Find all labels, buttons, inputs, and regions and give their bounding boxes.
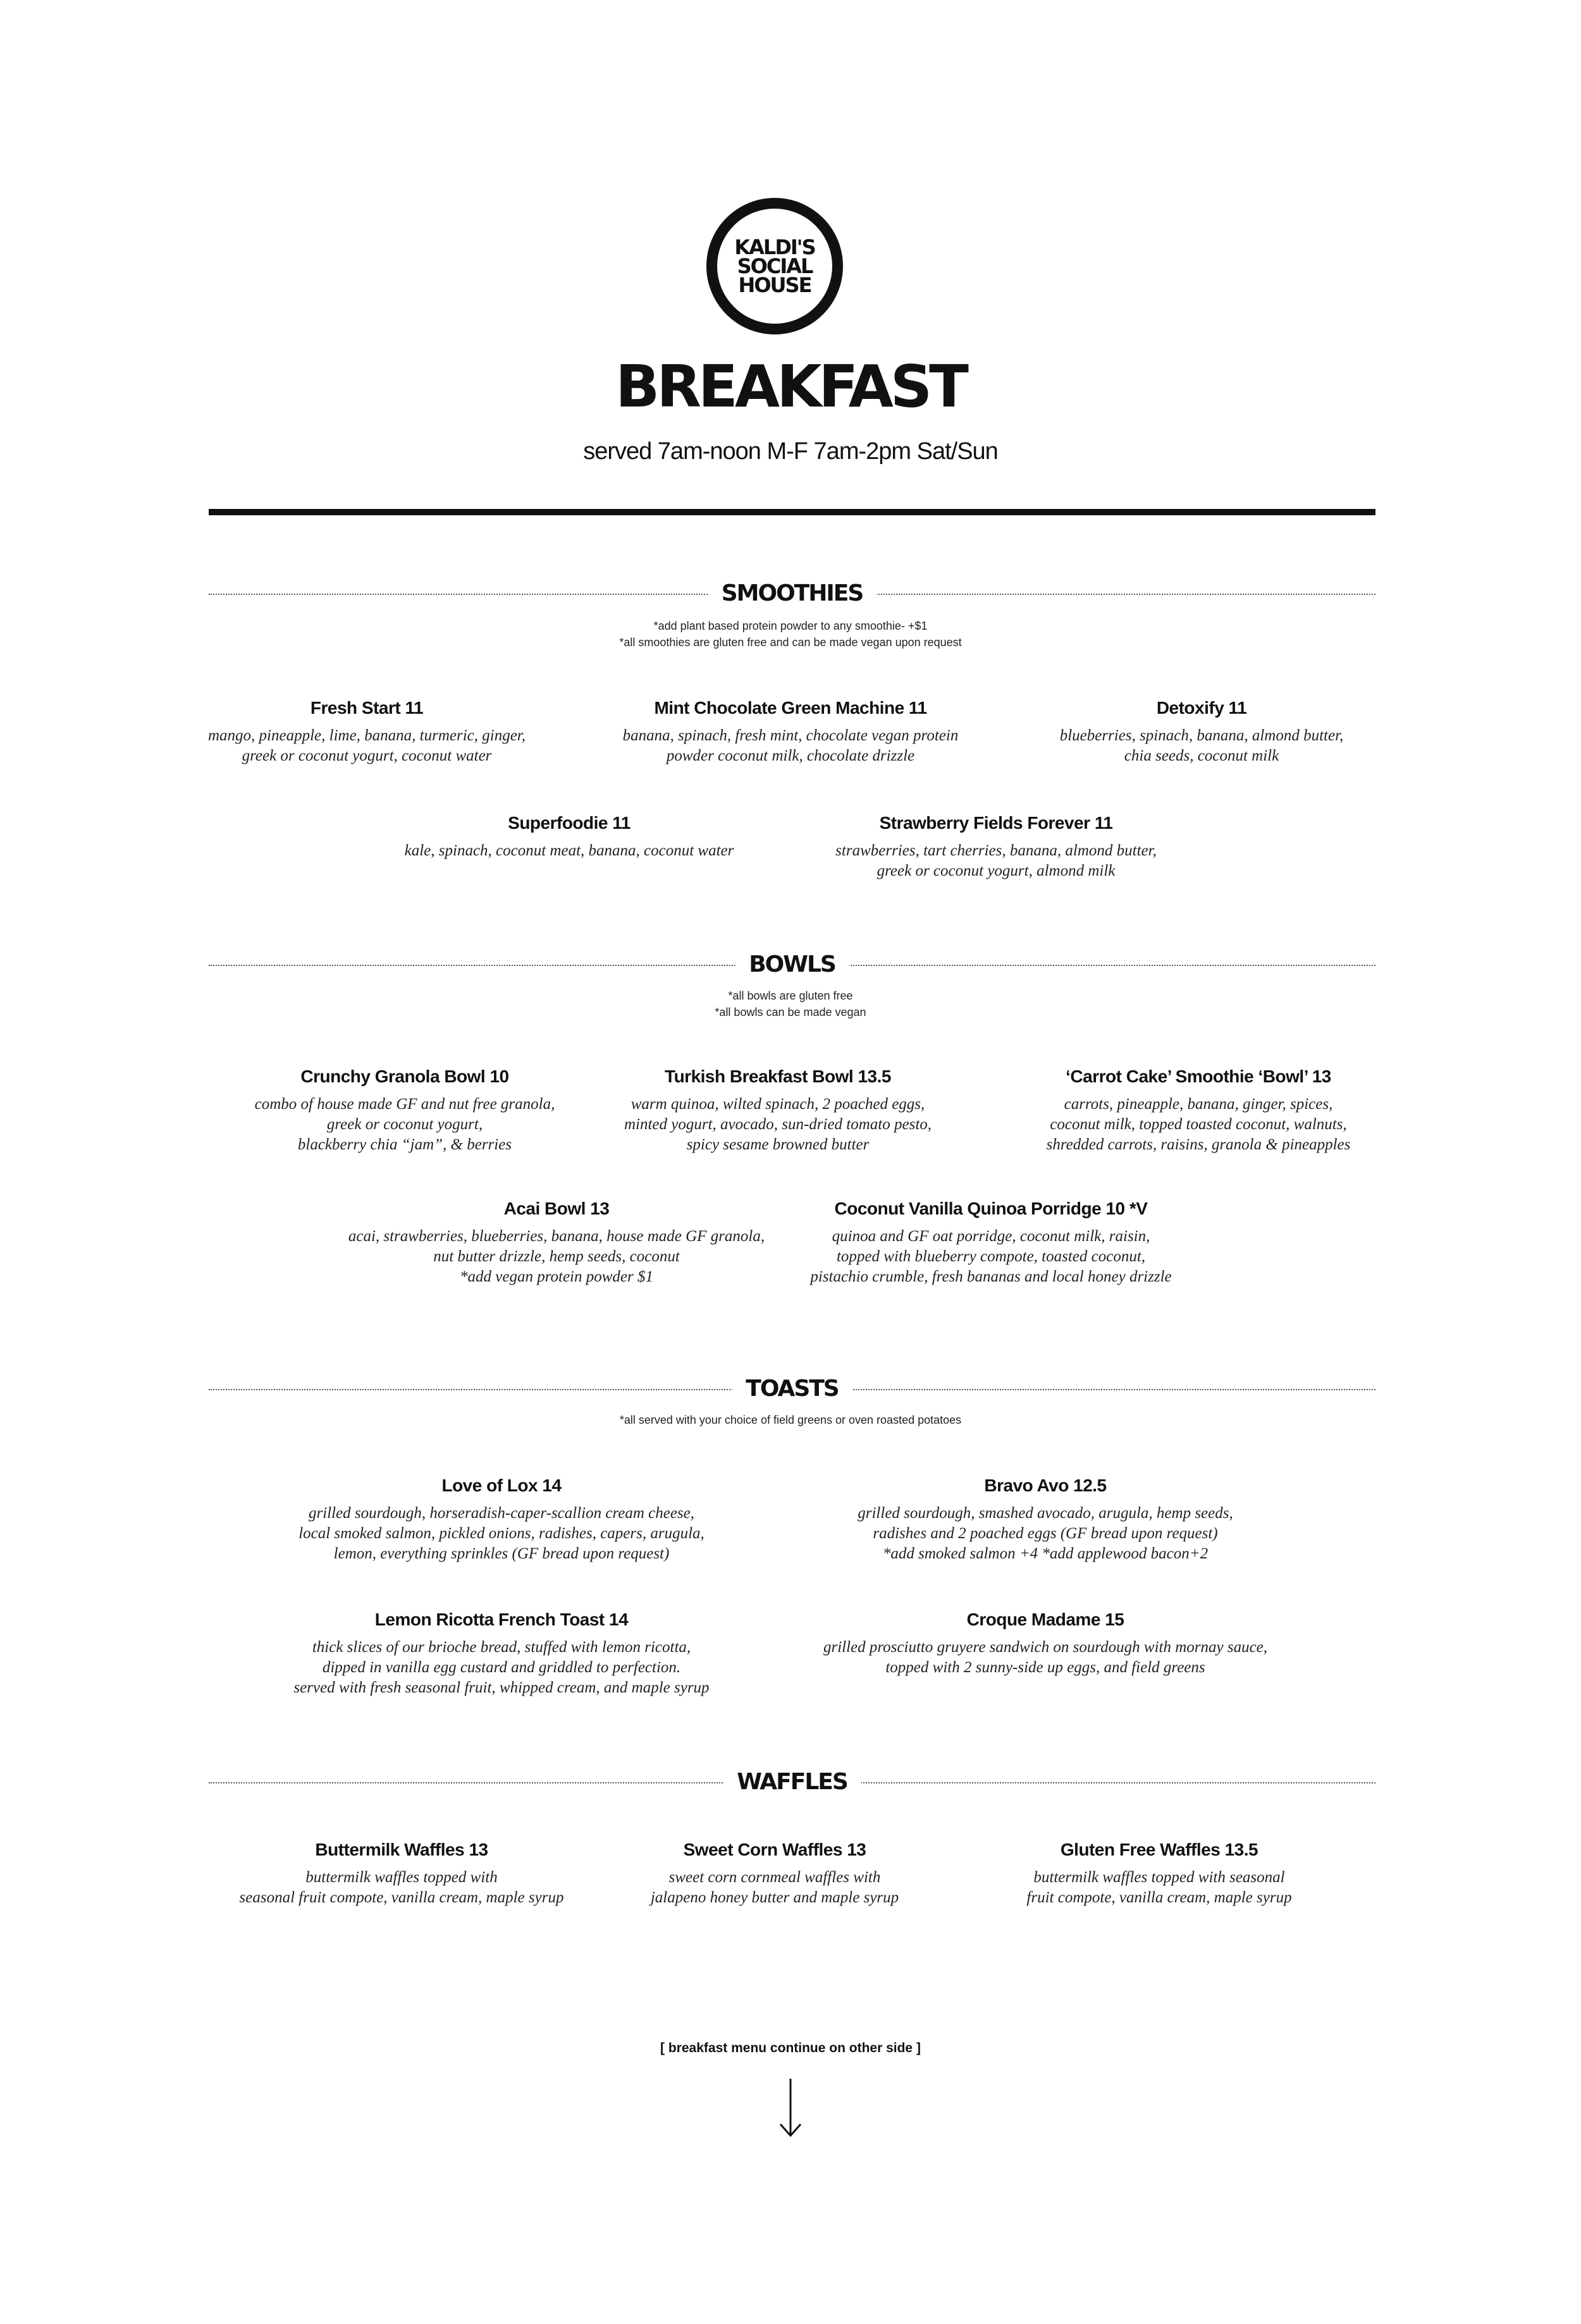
page-title: BREAKFAST <box>615 353 966 420</box>
header-divider <box>209 509 1375 515</box>
menu-item <box>756 810 1236 881</box>
section-title: SMOOTHIES <box>708 575 877 612</box>
menu-item <box>550 695 1031 766</box>
section-header-bowls <box>209 946 1375 984</box>
item-name: Superfoodie 11 <box>508 813 631 833</box>
item-name: Fresh Start 11 <box>310 698 424 718</box>
section-note: *all smoothies are gluten free and can be made vegan upon request <box>619 636 962 649</box>
item-description: strawberries, tart cherries, banana, almond butter, greek or coconut yogurt, almond milk <box>835 842 1157 879</box>
menu-item <box>261 1473 742 1564</box>
item-name: Gluten Free Waffles 13.5 <box>1060 1840 1258 1859</box>
logo-line: HOUSE <box>738 273 811 297</box>
item-name: Sweet Corn Waffles 13 <box>683 1840 866 1859</box>
item-name: Acai Bowl 13 <box>503 1199 610 1218</box>
item-name: Coconut Vanilla Quinoa Porridge 10 *V <box>834 1199 1148 1218</box>
arrow-down-icon <box>759 2074 822 2143</box>
section-note: *all bowls can be made vegan <box>715 1006 866 1018</box>
item-description: quinoa and GF oat porridge, coconut milk, raisin, topped with blueberry compote, toasted coconut, pistachio crumble, fresh bananas and local honey drizzle <box>810 1228 1172 1285</box>
item-description: banana, spinach, fresh mint, chocolate vegan protein powder coconut milk, chocolate drizzle <box>622 727 959 764</box>
menu-item <box>261 1607 742 1698</box>
logo-line: SOCIAL <box>737 254 813 278</box>
menu-item <box>126 695 607 766</box>
item-name: ‘Carrot Cake’ Smoothie ‘Bowl’ 13 <box>1066 1067 1331 1086</box>
item-description: kale, spinach, coconut meat, banana, coconut water <box>404 842 734 859</box>
kaldis-logo <box>706 198 843 334</box>
item-description: grilled sourdough, horseradish-caper-scallion cream cheese, local smoked salmon, pickled onions, radishes, capers, arugula, lemon, everything sprinkles (GF bread upon request) <box>298 1505 704 1562</box>
item-description: acai, strawberries, blueberries, banana, house made GF granola, nut butter drizzle, hemp seeds, coconut *add vegan protein powder $1 <box>348 1228 765 1285</box>
item-description: mango, pineapple, lime, banana, turmeric, ginger, greek or coconut yogurt, coconut water <box>207 727 526 764</box>
service-hours: served 7am-noon M-F 7am-2pm Sat/Sun <box>583 438 998 465</box>
menu-item <box>316 1196 797 1287</box>
item-description: blueberries, spinach, banana, almond butter, chia seeds, coconut milk <box>1059 727 1344 764</box>
item-name: Lemon Ricotta French Toast 14 <box>374 1610 629 1629</box>
item-description: sweet corn cornmeal waffles with jalapeno honey butter and maple syrup <box>650 1869 899 1906</box>
item-name: Love of Lox 14 <box>441 1476 562 1495</box>
item-description: thick slices of our brioche bread, stuffed with lemon ricotta, dipped in vanilla egg custard and griddled to perfection. served with fresh seasonal fruit, whipped cream, and maple syrup <box>293 1639 710 1696</box>
section-header-toasts <box>209 1371 1375 1409</box>
logo-line: KALDI'S <box>734 235 815 259</box>
section-note: *all served with your choice of field greens or oven roasted potatoes <box>619 1414 962 1426</box>
section-header-smoothies <box>209 575 1375 613</box>
item-name: Buttermilk Waffles 13 <box>315 1840 488 1859</box>
section-note: *all bowls are gluten free <box>728 989 853 1002</box>
item-name: Strawberry Fields Forever 11 <box>879 813 1113 833</box>
menu-item <box>751 1196 1231 1287</box>
menu-item <box>958 1064 1439 1155</box>
section-header-waffles <box>209 1764 1375 1802</box>
item-description: warm quinoa, wilted spinach, 2 poached eggs, minted yogurt, avocado, sun-dried tomato pesto, spicy sesame browned butter <box>624 1096 932 1153</box>
menu-item <box>538 1064 1018 1155</box>
section-title: WAFFLES <box>723 1764 861 1801</box>
continue-note: [ breakfast menu continue on other side ] <box>660 2041 921 2055</box>
item-name: Mint Chocolate Green Machine 11 <box>654 698 927 718</box>
item-description: buttermilk waffles topped with seasonal fruit compote, vanilla cream, maple syrup <box>1026 1869 1292 1906</box>
item-description: grilled sourdough, smashed avocado, arugula, hemp seeds, radishes and 2 poached eggs (GF bread upon request) *add smoked salmon +4 *add applewood bacon+2 <box>858 1505 1233 1562</box>
item-description: grilled prosciutto gruyere sandwich on sourdough with mornay sauce, topped with 2 sunny-side up eggs, and field greens <box>823 1639 1268 1676</box>
section-title: TOASTS <box>732 1371 852 1407</box>
item-description: carrots, pineapple, banana, ginger, spices, coconut milk, topped toasted coconut, walnuts, shredded carrots, raisins, granola & pineapples <box>1046 1096 1351 1153</box>
item-name: Detoxify 11 <box>1156 698 1247 718</box>
item-name: Bravo Avo 12.5 <box>984 1476 1107 1495</box>
menu-item <box>805 1607 1286 1678</box>
item-name: Crunchy Granola Bowl 10 <box>300 1067 509 1086</box>
item-description: buttermilk waffles topped with seasonal fruit compote, vanilla cream, maple syrup <box>239 1869 564 1906</box>
section-note: *add plant based protein powder to any smoothie- +$1 <box>653 620 928 632</box>
menu-item <box>805 1473 1286 1564</box>
menu-item <box>961 695 1442 766</box>
item-description: combo of house made GF and nut free granola, greek or coconut yogurt, blackberry chia “jam”, & berries <box>254 1096 555 1153</box>
item-name: Turkish Breakfast Bowl 13.5 <box>665 1067 891 1086</box>
menu-item <box>919 1837 1400 1908</box>
section-title: BOWLS <box>735 946 849 983</box>
item-name: Croque Madame 15 <box>966 1610 1124 1629</box>
menu-item <box>329 810 809 861</box>
